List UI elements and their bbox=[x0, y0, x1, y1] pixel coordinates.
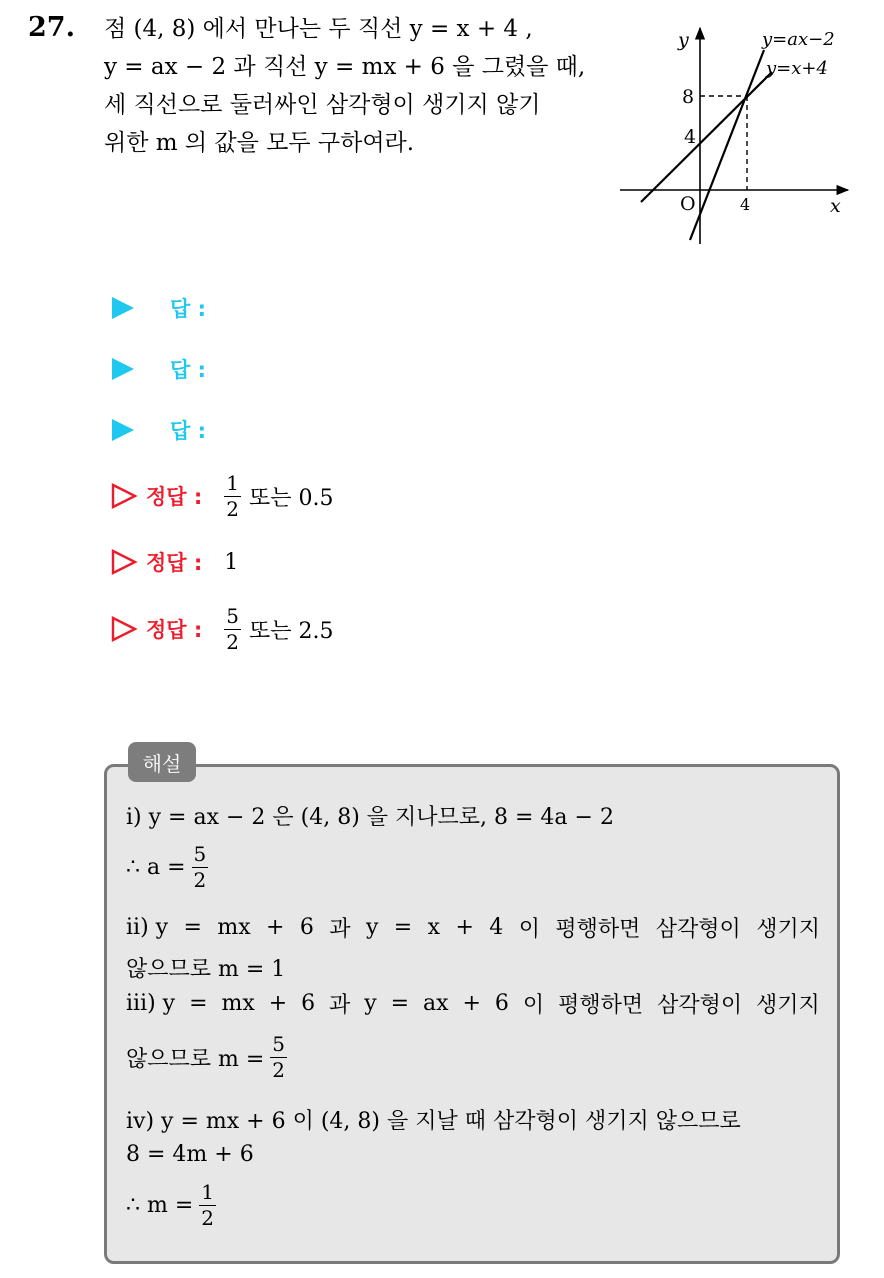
denominator: 2 bbox=[272, 1058, 286, 1082]
answer-label: 답 : bbox=[170, 358, 206, 382]
denominator: 2 bbox=[201, 1206, 215, 1230]
line-label-x-plus-4: y=x+4 bbox=[766, 58, 828, 79]
correct-answer-label: 정답 : bbox=[146, 485, 203, 509]
solution-text: 않으므로 m = bbox=[126, 1047, 265, 1072]
correct-answer-label: 정답 : bbox=[146, 551, 203, 575]
word: 6 bbox=[301, 991, 316, 1016]
word: mx bbox=[217, 915, 251, 940]
answer-row-1 bbox=[110, 288, 206, 328]
fraction bbox=[224, 470, 241, 521]
word: 삼각형이 bbox=[655, 917, 741, 942]
numerator: 5 bbox=[272, 1032, 286, 1056]
answer-row-2 bbox=[110, 349, 206, 389]
y-tick-4: 4 bbox=[684, 126, 697, 148]
word: 6 bbox=[494, 991, 509, 1016]
word: + bbox=[455, 915, 474, 940]
word: = bbox=[390, 991, 410, 1016]
numerator: 5 bbox=[193, 842, 207, 866]
word: 이 bbox=[522, 993, 545, 1018]
word: + bbox=[462, 991, 481, 1016]
correct-answer-row-3 bbox=[110, 603, 334, 654]
word: y bbox=[364, 991, 377, 1016]
y-axis-label: y bbox=[678, 29, 689, 51]
y-tick-8: 8 bbox=[682, 86, 695, 108]
word: = bbox=[183, 915, 202, 940]
correct-answer-value: 1 bbox=[224, 549, 239, 575]
solution-line-2 bbox=[126, 844, 208, 891]
question-line-1: 점 (4, 8) 에서 만나는 두 직선 y = x + 4 , bbox=[104, 16, 533, 42]
fraction bbox=[199, 1182, 216, 1229]
coordinate-graph bbox=[612, 22, 856, 248]
solution-line-9 bbox=[126, 1182, 216, 1229]
correct-answer-row-1 bbox=[110, 470, 334, 521]
word: x bbox=[427, 915, 441, 940]
question-number: 27. bbox=[28, 12, 75, 43]
line-y-x-plus-4 bbox=[641, 72, 772, 202]
line-label-ax-minus-2: y=ax−2 bbox=[762, 29, 835, 50]
solution-line-3 bbox=[126, 912, 820, 943]
correct-answer-label: 정답 : bbox=[146, 618, 203, 642]
word: + bbox=[266, 915, 285, 940]
numerator: 1 bbox=[201, 1180, 215, 1204]
answer-row-3 bbox=[110, 410, 206, 450]
word: 삼각형이 bbox=[657, 993, 743, 1018]
correct-answer-row-2 bbox=[110, 542, 238, 582]
solution-text: ∴ m = bbox=[126, 1193, 194, 1218]
word: 생기지 bbox=[756, 993, 820, 1018]
play-arrow-icon bbox=[110, 295, 136, 321]
solution-line-6 bbox=[126, 1034, 287, 1081]
answer-label: 답 : bbox=[170, 419, 206, 443]
correct-answer-text: 또는 2.5 bbox=[249, 618, 334, 644]
question-line-2: y = ax − 2 과 직선 y = mx + 6 을 그렸을 때, bbox=[104, 54, 586, 80]
solution-line-5 bbox=[126, 988, 820, 1019]
origin-label: O bbox=[680, 193, 696, 215]
play-arrow-icon bbox=[110, 417, 136, 443]
word: + bbox=[268, 991, 288, 1016]
numerator: 1 bbox=[226, 470, 240, 495]
word: 생기지 bbox=[756, 917, 820, 942]
word: 이 bbox=[518, 917, 540, 942]
correct-answer-text: 또는 0.5 bbox=[249, 485, 334, 511]
word: 과 bbox=[329, 993, 351, 1018]
line-y-ax-minus-2 bbox=[690, 50, 764, 240]
word: y bbox=[365, 915, 379, 940]
word: ⅲ) y bbox=[126, 991, 176, 1016]
solution-line-1: ⅰ) y = ax − 2 은 (4, 8) 을 지나므로, 8 = 4a − 2 bbox=[126, 805, 614, 830]
solution-text: ∴ a = bbox=[126, 855, 186, 880]
x-axis-label: x bbox=[830, 195, 841, 217]
word: ⅱ) y bbox=[126, 915, 169, 940]
fraction bbox=[270, 1034, 287, 1081]
word: 4 bbox=[489, 915, 504, 940]
outline-triangle-icon bbox=[110, 548, 138, 576]
word: = bbox=[393, 915, 413, 940]
word: 6 bbox=[299, 915, 314, 940]
play-arrow-icon bbox=[110, 356, 136, 382]
outline-triangle-icon bbox=[110, 615, 138, 643]
denominator: 2 bbox=[226, 629, 240, 654]
numerator: 5 bbox=[226, 603, 240, 628]
question-line-3: 세 직선으로 둘러싸인 삼각형이 생기지 않기 bbox=[104, 92, 541, 118]
word: mx bbox=[221, 991, 255, 1016]
fraction bbox=[192, 844, 209, 891]
question-line-4: 위한 m 의 값을 모두 구하여라. bbox=[104, 130, 415, 156]
solution-tag: 해설 bbox=[128, 742, 196, 782]
denominator: 2 bbox=[193, 868, 207, 892]
denominator: 2 bbox=[226, 496, 240, 521]
word: ax bbox=[423, 991, 449, 1016]
word: 평행하면 bbox=[558, 993, 644, 1018]
solution-line-7: ⅳ) y = mx + 6 이 (4, 8) 을 지날 때 삼각형이 생기지 않으므로 bbox=[126, 1109, 741, 1134]
correct-answer-value bbox=[224, 603, 334, 654]
correct-answer-value bbox=[224, 470, 334, 521]
word: 평행하면 bbox=[555, 917, 641, 942]
outline-triangle-icon bbox=[110, 482, 138, 510]
answer-label: 답 : bbox=[170, 297, 206, 321]
fraction bbox=[224, 603, 241, 654]
solution-line-8: 8 = 4m + 6 bbox=[126, 1142, 254, 1167]
word: 과 bbox=[329, 917, 351, 942]
solution-line-4: 않으므로 m = 1 bbox=[126, 957, 286, 982]
x-tick-4: 4 bbox=[740, 195, 751, 214]
word: = bbox=[189, 991, 208, 1016]
